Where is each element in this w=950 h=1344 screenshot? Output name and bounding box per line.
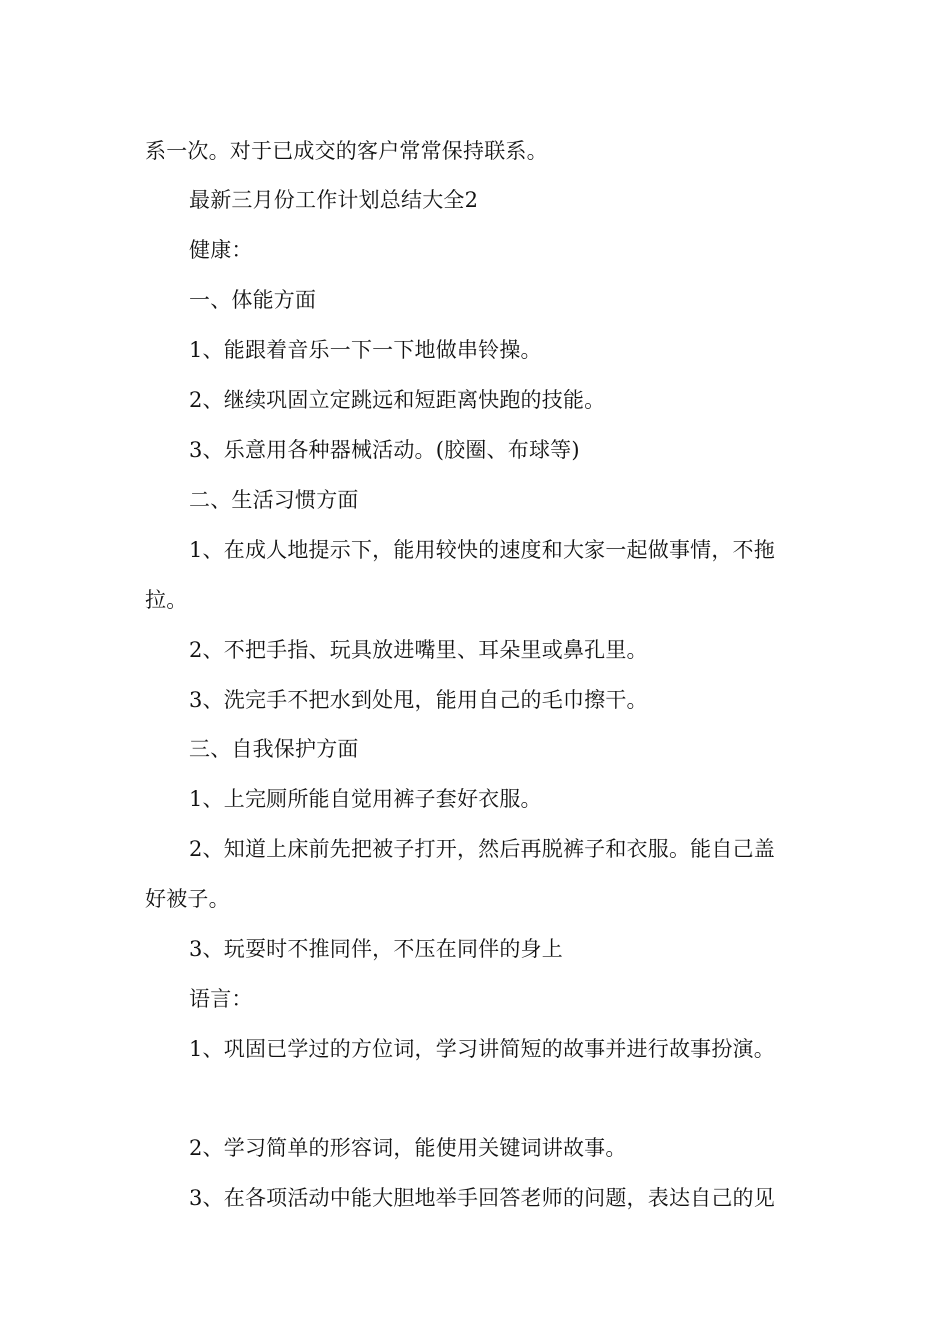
text-line-continuation: 系一次。对于已成交的客户常常保持联系。 xyxy=(145,139,548,163)
list-item: 3、洗完手不把水到处甩，能用自己的毛巾擦干。 xyxy=(189,688,648,712)
subheading-physical: 一、体能方面 xyxy=(189,288,317,312)
list-item: 3、乐意用各种器械活动。(胶圈、布球等) xyxy=(189,438,580,462)
text-line-continuation: 好被子。 xyxy=(145,887,230,911)
list-item: 3、在各项活动中能大胆地举手回答老师的问题，表达自己的见 xyxy=(189,1186,775,1210)
list-item: 2、知道上床前先把被子打开，然后再脱裤子和衣服。能自己盖 xyxy=(189,837,775,861)
list-item: 1、在成人地提示下，能用较快的速度和大家一起做事情，不拖 xyxy=(189,538,775,562)
list-item: 1、巩固已学过的方位词，学习讲简短的故事并进行故事扮演。 xyxy=(189,1037,775,1061)
category-heading-language: 语言： xyxy=(189,987,253,1011)
list-item: 3、玩耍时不推同伴，不压在同伴的身上 xyxy=(189,937,563,961)
list-item: 1、上完厕所能自觉用裤子套好衣服。 xyxy=(189,787,542,811)
list-item: 2、继续巩固立定跳远和短距离快跑的技能。 xyxy=(189,388,606,412)
text-line-continuation: 拉。 xyxy=(145,588,188,612)
list-item: 1、能跟着音乐一下一下地做串铃操。 xyxy=(189,338,542,362)
list-item: 2、不把手指、玩具放进嘴里、耳朵里或鼻孔里。 xyxy=(189,638,648,662)
list-item: 2、学习简单的形容词，能使用关键词讲故事。 xyxy=(189,1136,627,1160)
category-heading-health: 健康： xyxy=(189,238,253,262)
subheading-habits: 二、生活习惯方面 xyxy=(189,488,359,512)
section-title: 最新三月份工作计划总结大全2 xyxy=(189,188,479,212)
subheading-self-protection: 三、自我保护方面 xyxy=(189,737,359,761)
